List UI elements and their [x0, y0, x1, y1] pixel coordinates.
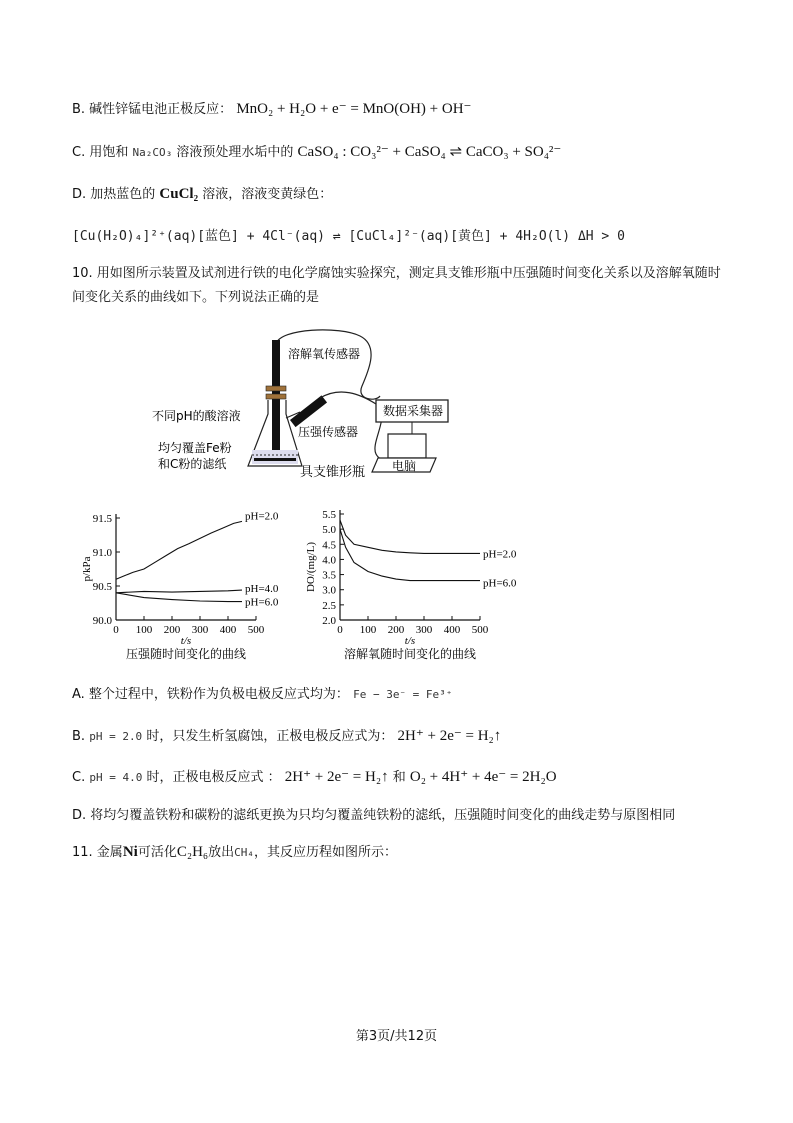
y-tick-label: 91.0	[92, 547, 112, 559]
x-axis-label: t/s	[180, 635, 192, 647]
option-c-text: C. 用饱和	[72, 145, 129, 160]
y-tick-label: 5.0	[322, 524, 336, 537]
x-axis-label: t/s	[404, 635, 416, 647]
x-tick-label: 0	[337, 624, 343, 636]
series-line-pH20	[116, 521, 242, 579]
option-d	[72, 183, 332, 203]
q10-option-b	[72, 725, 501, 745]
series-line-pH60	[340, 529, 480, 581]
q10-option-b-equation: 2H⁺ + 2e⁻ = H₂↑	[397, 728, 502, 744]
q11-suffix: ，其反应历程如图所示：	[254, 845, 398, 860]
x-tick-label: 200	[387, 624, 405, 636]
q11-mid: 可活化	[137, 845, 177, 860]
q10-option-c-text: 时，正极电极反应式 ：	[146, 770, 281, 785]
series-label: pH=6.0	[245, 596, 279, 609]
x-tick-label: 500	[247, 624, 265, 636]
y-tick-label: 90.0	[92, 615, 112, 627]
pressure-chart	[80, 508, 300, 668]
label-pressure-sensor: 压强传感器	[298, 425, 359, 439]
option-b-equation: MnO₂ + H₂O + e⁻ = MnO(OH) + OH⁻	[236, 101, 472, 117]
series-line-pH20	[340, 520, 480, 553]
option-c-reagent: Na₂CO₃	[132, 146, 173, 159]
option-d-equation: [Cu(H₂O)₄]²⁺(aq)[蓝色] + 4Cl⁻(aq) ⇌ [CuCl₄]²⁻(aq)[黄色] + 4H₂O(l) ΔH > 0	[72, 229, 625, 244]
x-tick-label: 200	[163, 624, 181, 636]
y-tick-label: 2.0	[322, 615, 336, 627]
q10-option-c-label: C.	[72, 770, 86, 785]
y-axis-label: p/kPa	[81, 556, 93, 582]
y-tick-label: 3.5	[322, 569, 336, 582]
y-tick-label: 91.5	[92, 513, 112, 525]
q10-option-c-condition: pH = 4.0	[89, 771, 143, 784]
q10-option-b-text: 时，只发生析氢腐蚀，正极电极反应式为：	[146, 729, 394, 744]
apparatus-diagram	[140, 322, 470, 482]
chart-title: 压强随时间变化的曲线	[125, 647, 247, 661]
x-tick-label: 500	[471, 624, 489, 636]
series-label: pH=2.0	[483, 548, 517, 561]
option-d-compound: CuCl₂	[159, 186, 199, 202]
label-filter-line1: 均匀覆盖Fe粉	[158, 441, 232, 455]
q10-option-a	[72, 683, 452, 702]
y-tick-label: 2.5	[322, 599, 336, 612]
x-tick-label: 400	[219, 624, 237, 636]
option-c	[72, 141, 561, 161]
label-acid-solution: 不同pH的酸溶液	[152, 409, 241, 423]
q10-option-b-label: B.	[72, 729, 86, 744]
label-filter-line2: 和C粉的滤纸	[158, 457, 227, 471]
label-computer: 电脑	[392, 459, 417, 473]
q11-metal: Ni	[122, 844, 138, 860]
q11-reactant: C₂H₆	[176, 844, 209, 860]
page-footer: 第3页/共12页	[355, 1029, 438, 1044]
option-c-mid: 溶液预处理水垢中的	[176, 145, 294, 160]
q11-mid2: 放出	[208, 845, 235, 860]
q10-option-a-equation: Fe − 3e⁻ = Fe³⁺	[353, 688, 453, 701]
x-tick-label: 300	[191, 624, 209, 636]
y-tick-label: 4.0	[322, 554, 336, 567]
y-tick-label: 90.5	[92, 581, 112, 593]
x-tick-label: 400	[443, 624, 461, 636]
option-b	[72, 98, 471, 118]
series-line-pH40	[116, 590, 242, 593]
question-10-stem: 10. 用如图所示装置及试剂进行铁的电化学腐蚀实验探究，测定具支锥形瓶中压强随时间变化关系以及溶解氧随时间变化关系的曲线如下。下列说法正确的是	[72, 266, 721, 305]
chart-title: 溶解氧随时间变化的曲线	[343, 647, 477, 661]
q10-option-c	[72, 766, 557, 786]
y-tick-label: 5.5	[322, 509, 336, 521]
series-label: pH=4.0	[245, 583, 279, 596]
question-11-stem	[72, 841, 397, 861]
option-d-text: D. 加热蓝色的	[72, 187, 156, 202]
x-tick-label: 100	[359, 624, 377, 636]
q10-option-a-text: A. 整个过程中，铁粉作为负极电极反应式均为：	[72, 687, 349, 702]
q10-option-d: D. 将均匀覆盖铁粉和碳粉的滤纸更换为只均匀覆盖纯铁粉的滤纸，压强随时间变化的曲线走势与原图相同	[72, 808, 676, 823]
y-tick-label: 4.5	[322, 539, 336, 552]
y-axis-label: DO/(mg/L)	[305, 541, 317, 593]
y-tick-label: 3.0	[322, 584, 336, 597]
q10-option-c-equation-1: 2H⁺ + 2e⁻ = H₂↑	[284, 769, 389, 785]
x-tick-label: 0	[113, 624, 119, 636]
q10-option-c-equation-2: O₂ + 4H⁺ + 4e⁻ = 2H₂O	[409, 769, 557, 785]
q11-prefix: 11. 金属	[72, 845, 123, 860]
option-c-equation: CaSO₄ : CO₃²⁻ + CaSO₄ ⇌ CaCO₃ + SO₄²⁻	[297, 144, 562, 160]
option-d-suffix: 溶液，溶液变黄绿色：	[202, 187, 333, 202]
q11-product: CH₄	[234, 846, 255, 859]
q10-option-b-condition: pH = 2.0	[89, 730, 143, 743]
label-flask: 具支锥形瓶	[300, 465, 366, 480]
series-label: pH=6.0	[483, 577, 517, 590]
series-label: pH=2.0	[245, 510, 279, 523]
label-data-collector: 数据采集器	[383, 404, 444, 418]
label-do-sensor: 溶解氧传感器	[288, 347, 361, 361]
x-tick-label: 300	[415, 624, 433, 636]
dissolved-oxygen-chart	[300, 504, 550, 668]
series-line-pH60	[116, 593, 242, 602]
q10-option-c-and: 和	[392, 770, 406, 785]
x-tick-label: 100	[135, 624, 153, 636]
option-b-text: B. 碱性锌锰电池正极反应：	[72, 102, 233, 117]
